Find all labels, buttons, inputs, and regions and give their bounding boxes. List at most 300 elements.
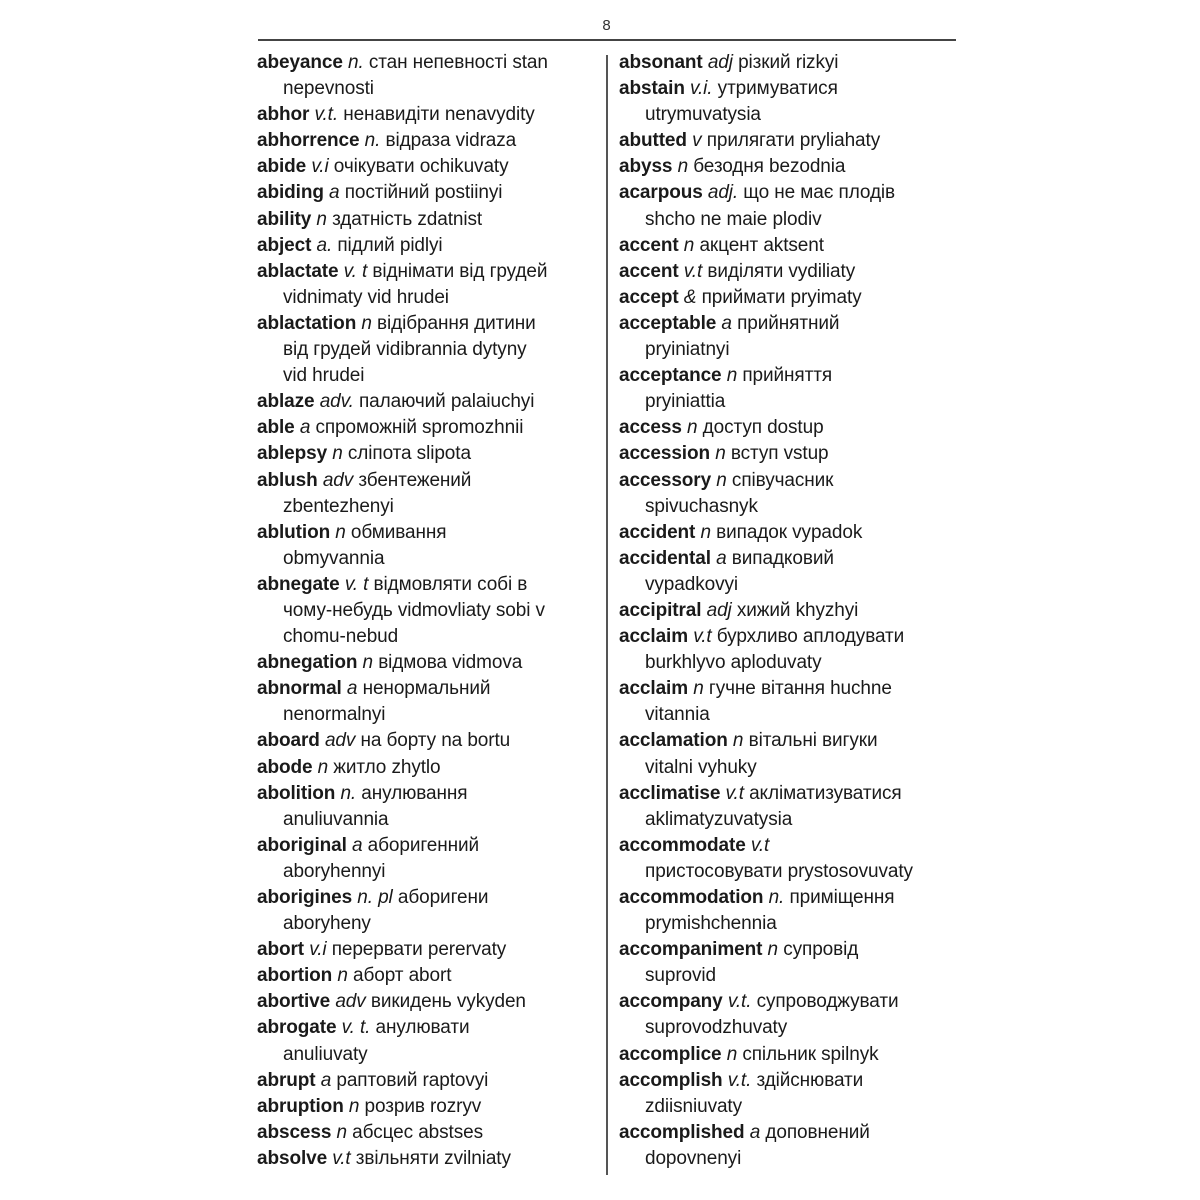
- entry-continuation: dopovnenyi: [645, 1147, 742, 1169]
- dictionary-entry: [619, 415, 964, 441]
- part-of-speech: v.t: [332, 1147, 351, 1169]
- entry-continuation: nepevnosti: [283, 78, 374, 100]
- entry-line: [619, 1068, 964, 1094]
- entry-continuation: vypadkovyi: [645, 573, 738, 595]
- translation: прийнятний: [737, 312, 840, 334]
- dictionary-entry: [257, 1120, 602, 1146]
- entry-line: [619, 363, 964, 389]
- translation: бурхливо аплодувати: [716, 626, 905, 648]
- translation: перервати perervaty: [331, 939, 507, 961]
- part-of-speech: adj: [707, 52, 733, 73]
- headword: aboard: [257, 730, 320, 752]
- entry-continuation: obmyvannia: [283, 547, 385, 569]
- entry-line: [257, 885, 602, 911]
- translation: раптовий raptovyi: [336, 1069, 489, 1091]
- translation: вступ vstup: [730, 443, 829, 465]
- headword: ability: [257, 208, 312, 230]
- part-of-speech: v.t.: [727, 991, 752, 1013]
- headword: acclimatise: [619, 782, 721, 804]
- entry-line: [257, 520, 602, 546]
- translation: вітальні вигуки: [748, 730, 878, 752]
- dictionary-entry: [619, 598, 964, 624]
- dictionary-entry: [257, 781, 602, 833]
- dictionary-entry: [619, 989, 964, 1041]
- headword: accomplished: [619, 1121, 745, 1143]
- translation: супровід: [783, 939, 859, 961]
- entry-line: [619, 259, 964, 285]
- headword: abyss: [619, 156, 673, 178]
- part-of-speech: n: [336, 1121, 347, 1143]
- part-of-speech: a: [299, 417, 311, 439]
- entry-line: [619, 520, 964, 546]
- headword: abhor: [257, 104, 310, 126]
- entry-line: [619, 441, 964, 467]
- entry-continuation: burkhlyvo aploduvaty: [645, 652, 822, 674]
- part-of-speech: v.t.: [727, 1069, 752, 1091]
- translation: прилягати pryliahaty: [706, 130, 881, 152]
- entry-continuation: vid hrudei: [283, 365, 365, 387]
- dictionary-entry: [257, 572, 602, 650]
- translation: спроможній spromozhnii: [315, 417, 524, 439]
- entry-line: [257, 676, 602, 702]
- entry-continuation: nenormalnyi: [283, 704, 386, 726]
- headword: ablepsy: [257, 443, 328, 465]
- part-of-speech: n: [362, 652, 373, 674]
- part-of-speech: n: [361, 312, 372, 334]
- dictionary-entry: [257, 937, 602, 963]
- entry-line: [619, 233, 964, 259]
- translation: акліматизуватися: [749, 782, 902, 804]
- dictionary-entry: [619, 885, 964, 937]
- entry-continuation: chomu-nebud: [283, 626, 399, 648]
- entry-continuation: suprovodzhuvaty: [645, 1017, 788, 1039]
- part-of-speech: adv: [324, 730, 356, 752]
- entry-continuation: vidnimaty vid hrudei: [283, 286, 449, 308]
- translation: анулювання: [361, 782, 468, 804]
- headword: able: [257, 417, 295, 439]
- headword: accompaniment: [619, 939, 763, 961]
- entry-line: [257, 1094, 602, 1120]
- entry-line: [619, 76, 964, 102]
- part-of-speech: n: [715, 443, 726, 465]
- translation: доповнений: [765, 1121, 870, 1143]
- entry-continuation: vitalni vyhuky: [645, 756, 757, 778]
- headword: accept: [619, 286, 679, 308]
- dictionary-entry: [619, 1042, 964, 1068]
- dictionary-entry: [257, 441, 602, 467]
- headword: abutted: [619, 130, 687, 152]
- entry-continuation: pryiniatnyi: [645, 339, 730, 361]
- dictionary-entry: [257, 1146, 602, 1172]
- translation: очікувати ochikuvaty: [333, 156, 509, 178]
- entry-continuation: vitannia: [645, 704, 710, 726]
- entry-continuation: prymishchennia: [645, 913, 777, 935]
- part-of-speech: v.i: [311, 156, 329, 178]
- dictionary-entry: [257, 311, 602, 389]
- dictionary-entry: [257, 102, 602, 128]
- entry-line: [619, 885, 964, 911]
- part-of-speech: a: [346, 678, 358, 700]
- entry-line: [619, 546, 964, 572]
- translation: супроводжувати: [756, 991, 899, 1013]
- entry-line: [619, 128, 964, 154]
- headword: acclaim: [619, 678, 689, 700]
- dictionary-entry: [619, 520, 964, 546]
- part-of-speech: n. pl: [357, 887, 393, 908]
- headword: acclaim: [619, 626, 689, 648]
- dictionary-entry: [619, 128, 964, 154]
- entry-line: [257, 441, 602, 467]
- translation: звільняти zvilniaty: [355, 1147, 511, 1169]
- headword: accomplice: [619, 1043, 722, 1065]
- entry-continuation: spivuchasnyk: [645, 495, 758, 517]
- headword: accession: [619, 443, 710, 465]
- headword: acceptable: [619, 312, 717, 334]
- headword: abject: [257, 234, 312, 256]
- dictionary-entry: [619, 468, 964, 520]
- part-of-speech: n: [726, 365, 738, 387]
- headword: absolve: [257, 1147, 328, 1169]
- dictionary-entry: [257, 833, 602, 885]
- translation: віднімати від грудей: [372, 260, 548, 282]
- entry-continuation: чому-небудь vidmovliaty sobi v: [283, 599, 545, 621]
- entry-line: [257, 207, 602, 233]
- dictionary-entry: [257, 389, 602, 415]
- headword: accommodation: [619, 887, 764, 908]
- translation: спільник spilnyk: [742, 1043, 879, 1065]
- dictionary-entry: [619, 363, 964, 415]
- dictionary-entry: [257, 963, 602, 989]
- translation: співучасник: [731, 469, 834, 491]
- headword: abrogate: [257, 1017, 337, 1039]
- dictionary-entry: [257, 259, 602, 311]
- translation: доступ dostup: [702, 417, 824, 439]
- headword: abnormal: [257, 678, 342, 700]
- entry-continuation: utrymuvatysia: [645, 104, 761, 126]
- headword: abode: [257, 756, 313, 778]
- part-of-speech: adv.: [319, 391, 354, 413]
- headword: aboriginal: [257, 834, 347, 856]
- entry-line: [257, 728, 602, 754]
- translation: на борту na bortu: [360, 730, 511, 752]
- entry-continuation: zbentezhenyi: [283, 495, 394, 517]
- part-of-speech: n: [332, 443, 343, 465]
- dictionary-entry: [257, 207, 602, 233]
- part-of-speech: n.: [348, 52, 364, 73]
- entry-line: [257, 963, 602, 989]
- translation: розрив rozryv: [364, 1095, 482, 1117]
- entry-line: [257, 389, 602, 415]
- part-of-speech: n.: [340, 782, 357, 804]
- part-of-speech: n.: [364, 130, 381, 152]
- entry-line: [257, 937, 602, 963]
- dictionary-entry: [619, 441, 964, 467]
- dictionary-entry: [257, 1068, 602, 1094]
- dictionary-entry: [619, 259, 964, 285]
- headword: accipitral: [619, 599, 702, 621]
- entry-line: [257, 1120, 602, 1146]
- entry-line: [619, 937, 964, 963]
- part-of-speech: n: [335, 521, 346, 543]
- translation: що не має плодів: [743, 182, 896, 204]
- headword: accidental: [619, 547, 711, 569]
- dictionary-entry: [257, 50, 602, 102]
- entry-continuation: aboryheny: [283, 913, 371, 935]
- part-of-speech: adj: [706, 599, 732, 621]
- entry-line: [619, 468, 964, 494]
- translation: приміщення: [789, 887, 895, 908]
- entry-line: [619, 598, 964, 624]
- part-of-speech: n: [317, 756, 329, 778]
- translation: постійний postiinyi: [344, 182, 503, 204]
- entry-line: [619, 1120, 964, 1146]
- headword: acceptance: [619, 365, 722, 387]
- headword: abide: [257, 156, 307, 178]
- entry-line: [257, 1015, 602, 1041]
- part-of-speech: a: [749, 1121, 761, 1143]
- translation: палаючий palaiuchyi: [358, 391, 535, 413]
- translation: абсцес abstses: [352, 1121, 483, 1143]
- headword: abort: [257, 939, 305, 961]
- translation: прийняття: [742, 365, 833, 387]
- part-of-speech: a: [329, 182, 340, 204]
- part-of-speech: v.t: [683, 260, 703, 282]
- left-column: [257, 50, 602, 1172]
- entry-line: [619, 728, 964, 754]
- entry-continuation: zdiisniuvaty: [645, 1095, 743, 1117]
- dictionary-entry: [257, 415, 602, 441]
- headword: accent: [619, 260, 679, 282]
- translation: утримуватися: [717, 78, 838, 100]
- translation: ненавидіти nenavydity: [343, 104, 535, 126]
- right-column: [619, 50, 964, 1172]
- entry-line: [619, 180, 964, 206]
- entry-line: [257, 833, 602, 859]
- translation: виділяти vydiliaty: [707, 260, 856, 282]
- dictionary-entry: [619, 676, 964, 728]
- entry-line: [257, 755, 602, 781]
- part-of-speech: adv: [322, 469, 354, 491]
- entry-line: [619, 833, 964, 859]
- part-of-speech: v.t: [750, 834, 770, 856]
- translation: відмовляти собі в: [373, 573, 528, 595]
- part-of-speech: n: [337, 965, 348, 987]
- entry-continuation: shcho ne maie plodiv: [645, 208, 822, 230]
- dictionary-entry: [257, 989, 602, 1015]
- translation: безодня bezodnia: [693, 156, 846, 178]
- entry-line: [619, 154, 964, 180]
- headword: abeyance: [257, 52, 343, 73]
- dictionary-entry: [619, 1068, 964, 1120]
- headword: abnegate: [257, 573, 340, 595]
- entry-continuation: від грудей vidibrannia dytyny: [283, 339, 527, 361]
- headword: accent: [619, 234, 679, 256]
- dictionary-entry: [257, 728, 602, 754]
- entry-continuation: suprovid: [645, 965, 717, 987]
- translation: відмова vidmova: [378, 652, 523, 674]
- part-of-speech: a: [721, 312, 732, 334]
- dictionary-entry: [619, 233, 964, 259]
- entry-line: [257, 311, 602, 337]
- dictionary-entry: [257, 676, 602, 728]
- dictionary-entry: [257, 1015, 602, 1067]
- headword: ablactation: [257, 312, 357, 334]
- part-of-speech: n: [767, 939, 779, 961]
- headword: ablactate: [257, 260, 339, 282]
- dictionary-entry: [257, 885, 602, 937]
- part-of-speech: a.: [316, 234, 333, 256]
- headword: abrupt: [257, 1069, 316, 1091]
- entry-line: [257, 1146, 602, 1172]
- entry-line: [257, 650, 602, 676]
- part-of-speech: a: [351, 834, 363, 856]
- translation: обмивання: [350, 521, 447, 543]
- part-of-speech: a: [320, 1069, 332, 1091]
- translation: анулювати: [375, 1017, 470, 1039]
- entry-line: [257, 154, 602, 180]
- part-of-speech: adv: [335, 991, 366, 1013]
- entry-line: [257, 259, 602, 285]
- headword: abnegation: [257, 652, 358, 674]
- headword: abolition: [257, 782, 336, 804]
- translation: випадок vypadok: [716, 521, 863, 543]
- headword: ablution: [257, 521, 331, 543]
- part-of-speech: v.t: [725, 782, 744, 804]
- part-of-speech: n: [732, 730, 744, 752]
- page-number: 8: [602, 17, 611, 34]
- translation: сліпота slipota: [347, 443, 471, 465]
- part-of-speech: n: [700, 521, 711, 543]
- part-of-speech: v.i: [309, 939, 327, 961]
- entry-line: [619, 676, 964, 702]
- entry-line: [257, 50, 602, 76]
- translation: хижий khyzhyi: [736, 599, 859, 621]
- headword: abortion: [257, 965, 333, 987]
- part-of-speech: a: [716, 547, 727, 569]
- translation: акцент aktsent: [699, 234, 824, 256]
- part-of-speech: v. t.: [341, 1017, 371, 1039]
- translation: аборигени: [397, 887, 489, 908]
- dictionary-entry: [619, 728, 964, 780]
- dictionary-entry: [619, 50, 964, 76]
- dictionary-entry: [619, 624, 964, 676]
- translation: підлий pidlyi: [337, 234, 443, 256]
- entry-line: [257, 415, 602, 441]
- part-of-speech: n.: [768, 887, 785, 908]
- dictionary-entry: [257, 180, 602, 206]
- part-of-speech: adj.: [707, 182, 739, 204]
- entry-line: [257, 781, 602, 807]
- dictionary-entry: [619, 937, 964, 989]
- translation: ненормальний: [362, 678, 491, 700]
- header-rule: [258, 39, 956, 41]
- dictionary-entry: [619, 180, 964, 232]
- entry-line: [619, 311, 964, 337]
- headword: accommodate: [619, 834, 746, 856]
- headword: acarpous: [619, 182, 703, 204]
- dictionary-entry: [619, 154, 964, 180]
- part-of-speech: v.t: [693, 626, 712, 648]
- headword: accompany: [619, 991, 723, 1013]
- entry-line: [619, 415, 964, 441]
- entry-line: [257, 128, 602, 154]
- entry-continuation: anuliuvaty: [283, 1043, 368, 1065]
- translation: здійснювати: [756, 1069, 864, 1091]
- translation: аборигенний: [367, 834, 480, 856]
- part-of-speech: n: [348, 1095, 360, 1117]
- dictionary-entry: [619, 546, 964, 598]
- headword: accident: [619, 521, 696, 543]
- dictionary-entry: [257, 233, 602, 259]
- part-of-speech: v. t: [344, 573, 369, 595]
- translation: викидень vykyden: [370, 991, 526, 1013]
- headword: abruption: [257, 1095, 344, 1117]
- part-of-speech: n: [726, 1043, 738, 1065]
- headword: access: [619, 417, 682, 439]
- part-of-speech: n: [683, 234, 695, 256]
- headword: abhorrence: [257, 130, 360, 152]
- column-divider: [606, 55, 608, 1175]
- part-of-speech: v.i.: [690, 78, 713, 100]
- part-of-speech: n: [687, 417, 698, 439]
- translation: випадковий: [731, 547, 834, 569]
- translation: стан непевності stan: [368, 52, 548, 73]
- headword: aborigines: [257, 887, 353, 908]
- entry-line: [619, 50, 964, 76]
- entry-line: [619, 624, 964, 650]
- translation: відраза vidraza: [385, 130, 517, 152]
- entry-continuation: aboryhennyi: [283, 860, 386, 882]
- dictionary-entry: [257, 520, 602, 572]
- headword: abscess: [257, 1121, 332, 1143]
- headword: accessory: [619, 469, 712, 491]
- dictionary-entry: [619, 76, 964, 128]
- translation: відібрання дитини: [377, 312, 536, 334]
- translation: аборт abort: [353, 965, 452, 987]
- part-of-speech: v. t: [343, 260, 368, 282]
- entry-line: [257, 233, 602, 259]
- dictionary-entry: [619, 833, 964, 885]
- entry-continuation: aklimatyzuvatysia: [645, 808, 793, 830]
- headword: accomplish: [619, 1069, 723, 1091]
- entry-line: [257, 1068, 602, 1094]
- dictionary-entry: [257, 755, 602, 781]
- entry-continuation: anuliuvannia: [283, 808, 389, 830]
- headword: abortive: [257, 991, 331, 1013]
- headword: ablaze: [257, 391, 315, 413]
- entry-continuation: пристосовувати prystosovuvaty: [645, 860, 913, 882]
- part-of-speech: n: [716, 469, 727, 491]
- translation: збентежений: [358, 469, 472, 491]
- entry-line: [257, 989, 602, 1015]
- dictionary-entry: [257, 468, 602, 520]
- dictionary-entry: [619, 311, 964, 363]
- translation: різкий rizkyi: [738, 52, 839, 73]
- dictionary-entry: [619, 1120, 964, 1172]
- dictionary-entry: [619, 285, 964, 311]
- dictionary-entry: [257, 128, 602, 154]
- entry-continuation: pryiniattia: [645, 391, 726, 413]
- translation: гучне вітання huchne: [708, 678, 892, 700]
- entry-line: [257, 102, 602, 128]
- headword: acclamation: [619, 730, 728, 752]
- part-of-speech: &: [683, 286, 697, 308]
- dictionary-entry: [257, 1094, 602, 1120]
- dictionary-entry: [257, 154, 602, 180]
- entry-line: [619, 989, 964, 1015]
- part-of-speech: n: [693, 678, 704, 700]
- headword: abiding: [257, 182, 324, 204]
